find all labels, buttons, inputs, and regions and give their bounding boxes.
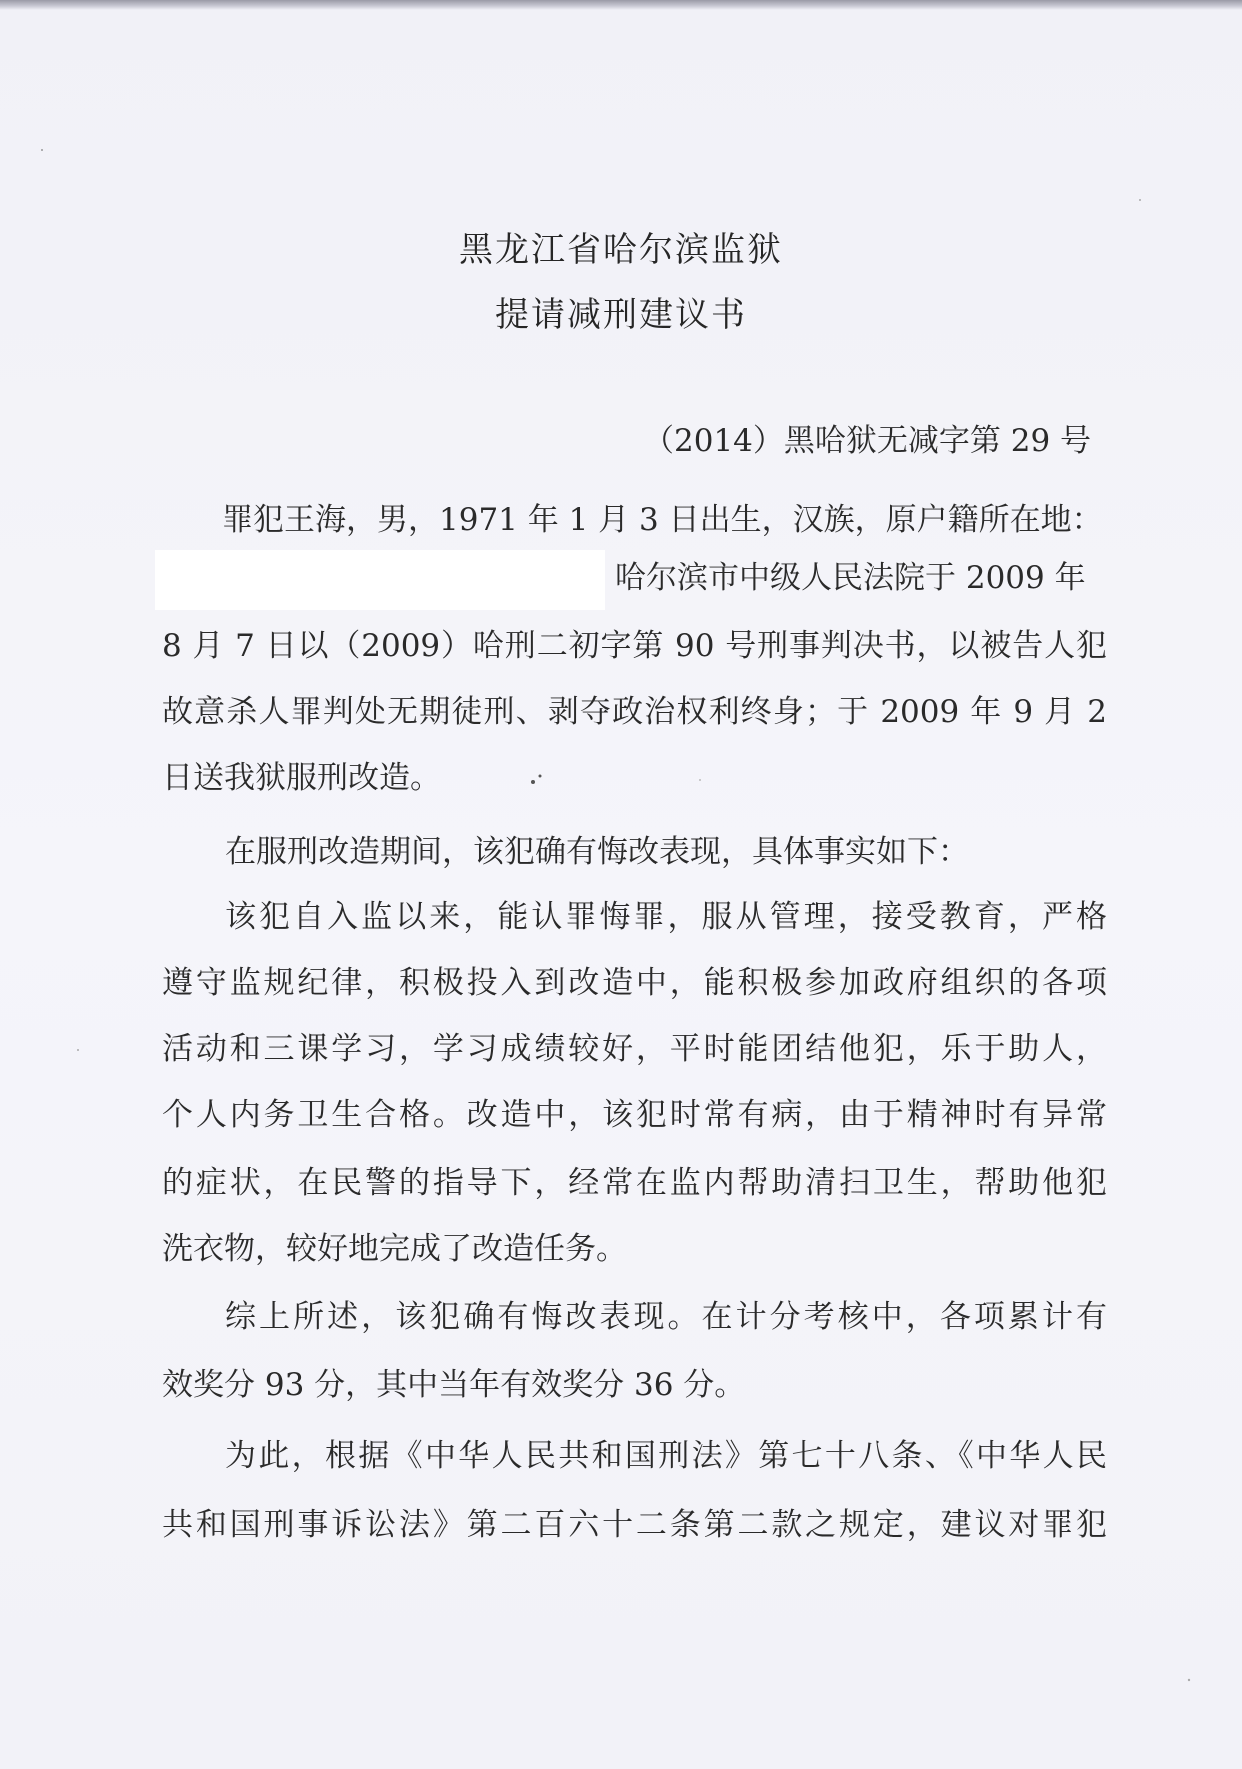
paragraph-5-line-1: 为此，根据《中华人民共和国刑法》第七十八条、《中华人民 <box>225 1438 1107 1474</box>
paragraph-1-line-3: 8 月 7 日以（2009）哈刑二初字第 90 号刑事判决书，以被告人犯 <box>162 628 1107 664</box>
redaction-box <box>155 550 605 610</box>
paragraph-3-line-4: 个人内务卫生合格。改造中，该犯时常有病，由于精神时有异常 <box>162 1097 1107 1133</box>
paragraph-4-line-1: 综上所述，该犯确有悔改表现。在计分考核中，各项累计有 <box>225 1299 1107 1335</box>
paragraph-1-line-5: 日送我狱服刑改造。 <box>162 760 441 796</box>
paragraph-3-line-6: 洗衣物，较好地完成了改造任务。 <box>162 1231 627 1267</box>
paragraph-3-line-2: 遵守监规纪律，积极投入到改造中，能积极参加政府组织的各项 <box>162 965 1107 1001</box>
paragraph-3-line-3: 活动和三课学习，学习成绩较好，平时能团结他犯，乐于助人， <box>162 1031 1107 1067</box>
paragraph-3-line-5: 的症状，在民警的指导下，经常在监内帮助清扫卫生，帮助他犯 <box>162 1165 1107 1201</box>
scan-edge <box>0 0 1242 10</box>
paragraph-2: 在服刑改造期间，该犯确有悔改表现，具体事实如下： <box>225 834 969 870</box>
document-number: （2014）黑哈狱无减字第 29 号 <box>643 423 1092 459</box>
paragraph-3-line-1: 该犯自入监以来，能认罪悔罪，服从管理，接受教育，严格 <box>225 899 1107 935</box>
document-title-type: 提请减刑建议书 <box>495 295 747 335</box>
paragraph-1-line-1: 罪犯王海，男，1971 年 1 月 3 日出生，汉族，原户籍所在地： <box>222 502 1103 538</box>
paragraph-5-line-2: 共和国刑事诉讼法》第二百六十二条第二款之规定，建议对罪犯 <box>162 1507 1107 1543</box>
document-title-org: 黑龙江省哈尔滨监狱 <box>459 230 783 270</box>
paragraph-1-line-4: 故意杀人罪判处无期徒刑、剥夺政治权利终身；于 2009 年 9 月 2 <box>162 694 1107 730</box>
paragraph-4-line-2: 效奖分 93 分，其中当年有效奖分 36 分。 <box>162 1367 746 1403</box>
paragraph-1-line-2: 哈尔滨市中级人民法院于 2009 年 <box>615 560 1086 596</box>
